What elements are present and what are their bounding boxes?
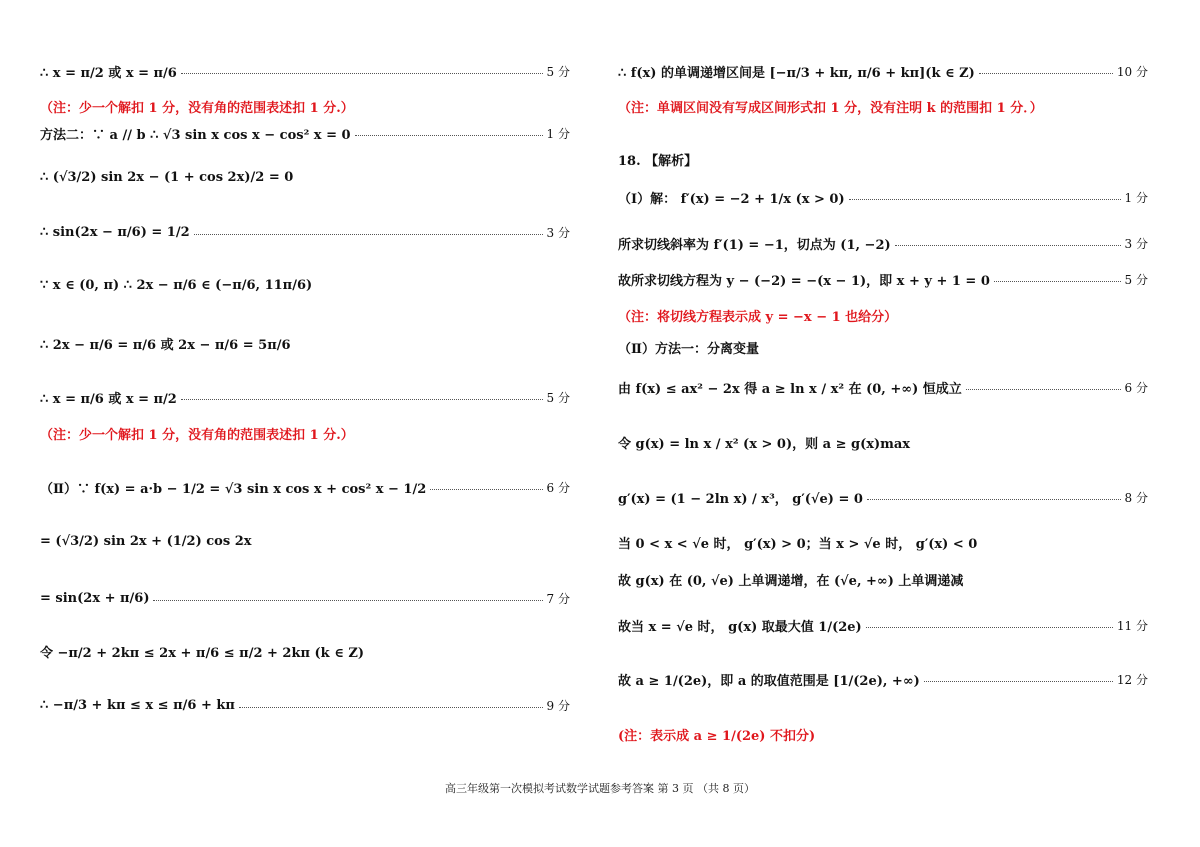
solution-line <box>40 388 570 407</box>
leader-dots <box>895 245 1121 246</box>
leader-dots <box>924 681 1113 682</box>
leader-dots <box>355 135 543 136</box>
line-text: 故所求切线方程为 y − (−2) = −(x − 1)，即 x + y + 1 = 0 <box>618 274 990 289</box>
line-text: （注：单调区间没有写成区间形式扣 1 分，没有注明 k 的范围扣 1 分．） <box>618 101 1043 116</box>
score-label: 6 分 <box>546 481 570 495</box>
line-text: （注：少一个解扣 1 分，没有角的范围表述扣 1 分.） <box>40 101 354 116</box>
line-text: ∴ x = π/2 或 x = π/6 <box>40 66 177 81</box>
leader-dots <box>979 73 1113 74</box>
leader-dots <box>994 281 1121 282</box>
line-text: (注：表示成 a ≥ 1/(2e) 不扣分) <box>618 729 816 744</box>
line-text: ∴ f(x) 的单调递增区间是 [−π/3 + kπ, π/6 + kπ](k ∈ Z) <box>618 66 975 81</box>
solution-line <box>618 378 1148 397</box>
score-label: 11 分 <box>1116 619 1148 633</box>
line-text: （注：将切线方程表示成 y = −x − 1 也给分） <box>618 310 898 325</box>
solution-line <box>40 170 570 185</box>
solution-line <box>618 338 1148 357</box>
score-label: 5 分 <box>546 391 570 405</box>
solution-line <box>40 642 570 661</box>
line-text: g′(x) = (1 − 2ln x) / x³， g′(√e) = 0 <box>618 492 863 507</box>
solution-line <box>618 150 1148 169</box>
line-text: （Ⅱ）∵ f(x) = a·b − 1/2 = √3 sin x cos x + cos² x − 1/2 <box>40 482 427 497</box>
score-label: 8 分 <box>1124 491 1148 505</box>
line-text: ∴ 2x − π/6 = π/6 或 2x − π/6 = 5π/6 <box>40 338 291 353</box>
solution-line <box>40 478 570 497</box>
right-column <box>618 0 1148 790</box>
score-label: 10 分 <box>1116 65 1148 79</box>
score-label: 12 分 <box>1116 673 1148 687</box>
leader-dots <box>866 627 1113 628</box>
leader-dots <box>194 234 543 235</box>
score-label: 7 分 <box>546 592 570 606</box>
solution-line <box>40 590 570 607</box>
leader-dots <box>181 399 543 400</box>
note-line <box>618 97 1148 116</box>
solution-line <box>618 533 1148 552</box>
solution-line <box>618 616 1148 635</box>
score-label: 1 分 <box>546 127 570 141</box>
score-label: 3 分 <box>546 226 570 240</box>
note-line <box>40 424 570 443</box>
line-text: = sin(2x + π/6) <box>40 591 150 606</box>
leader-dots <box>867 499 1121 500</box>
score-label: 1 分 <box>1124 191 1148 205</box>
line-text: 方法二：∵ a // b ∴ √3 sin x cos x − cos² x = 0 <box>40 128 351 143</box>
leader-dots <box>430 489 542 490</box>
line-text: ∴ (√3/2) sin 2x − (1 + cos 2x)/2 = 0 <box>40 170 294 185</box>
solution-line <box>40 697 570 714</box>
leader-dots <box>153 600 542 601</box>
line-text: 由 f(x) ≤ ax² − 2x 得 a ≥ ln x / x² 在 (0, +∞) 恒成立 <box>618 382 962 397</box>
note-line <box>618 306 1148 325</box>
solution-line <box>40 278 570 293</box>
score-label: 9 分 <box>546 699 570 713</box>
leader-dots <box>966 389 1121 390</box>
solution-line <box>618 234 1148 253</box>
score-label: 6 分 <box>1124 381 1148 395</box>
line-text: 故 a ≥ 1/(2e)，即 a 的取值范围是 [1/(2e), +∞) <box>618 674 920 689</box>
line-text: 令 g(x) = ln x / x² (x > 0)，则 a ≥ g(x)max <box>618 437 911 452</box>
leader-dots <box>181 73 543 74</box>
score-label: 3 分 <box>1124 237 1148 251</box>
line-text: （注：少一个解扣 1 分，没有角的范围表述扣 1 分.） <box>40 428 354 443</box>
solution-line <box>40 334 570 353</box>
line-text: 18. 【解析】 <box>618 154 698 169</box>
page-footer: 高三年级第一次模拟考试数学试题参考答案 第 3 页 （共 8 页） <box>445 782 755 795</box>
line-text: 故 g(x) 在 (0, √e) 上单调递增，在 (√e, +∞) 上单调递减 <box>618 574 964 589</box>
solution-line <box>618 433 1148 452</box>
score-label: 5 分 <box>546 65 570 79</box>
solution-line <box>618 270 1148 289</box>
solution-line <box>40 62 570 81</box>
solution-line <box>618 188 1148 207</box>
line-text: （Ⅰ）解： f′(x) = −2 + 1/x (x > 0) <box>618 192 845 207</box>
line-text: 故当 x = √e 时， g(x) 取最大值 1/(2e) <box>618 620 862 635</box>
note-line <box>40 97 570 116</box>
line-text: ∴ sin(2x − π/6) = 1/2 <box>40 225 190 240</box>
solution-line <box>40 124 570 143</box>
solution-line <box>618 670 1148 689</box>
solution-line <box>618 62 1148 81</box>
solution-line <box>40 224 570 241</box>
line-text: ∴ x = π/6 或 x = π/2 <box>40 392 177 407</box>
line-text: ∴ −π/3 + kπ ≤ x ≤ π/6 + kπ <box>40 698 235 713</box>
leader-dots <box>239 707 543 708</box>
line-text: ∵ x ∈ (0, π) ∴ 2x − π/6 ∈ (−π/6, 11π/6) <box>40 278 313 293</box>
solution-line <box>618 488 1148 507</box>
score-label: 5 分 <box>1124 273 1148 287</box>
line-text: 当 0 < x < √e 时， g′(x) > 0；当 x > √e 时， g′(x) < 0 <box>618 537 978 552</box>
solution-line <box>618 570 1148 589</box>
leader-dots <box>849 199 1121 200</box>
line-text: = (√3/2) sin 2x + (1/2) cos 2x <box>40 534 252 549</box>
solution-line <box>40 534 570 549</box>
line-text: 令 −π/2 + 2kπ ≤ 2x + π/6 ≤ π/2 + 2kπ (k ∈ Z) <box>40 646 364 661</box>
note-line <box>618 725 1148 744</box>
left-column <box>40 0 570 790</box>
line-text: 所求切线斜率为 f′(1) = −1，切点为 (1, −2) <box>618 238 891 253</box>
line-text: （Ⅱ）方法一：分离变量 <box>618 342 759 357</box>
